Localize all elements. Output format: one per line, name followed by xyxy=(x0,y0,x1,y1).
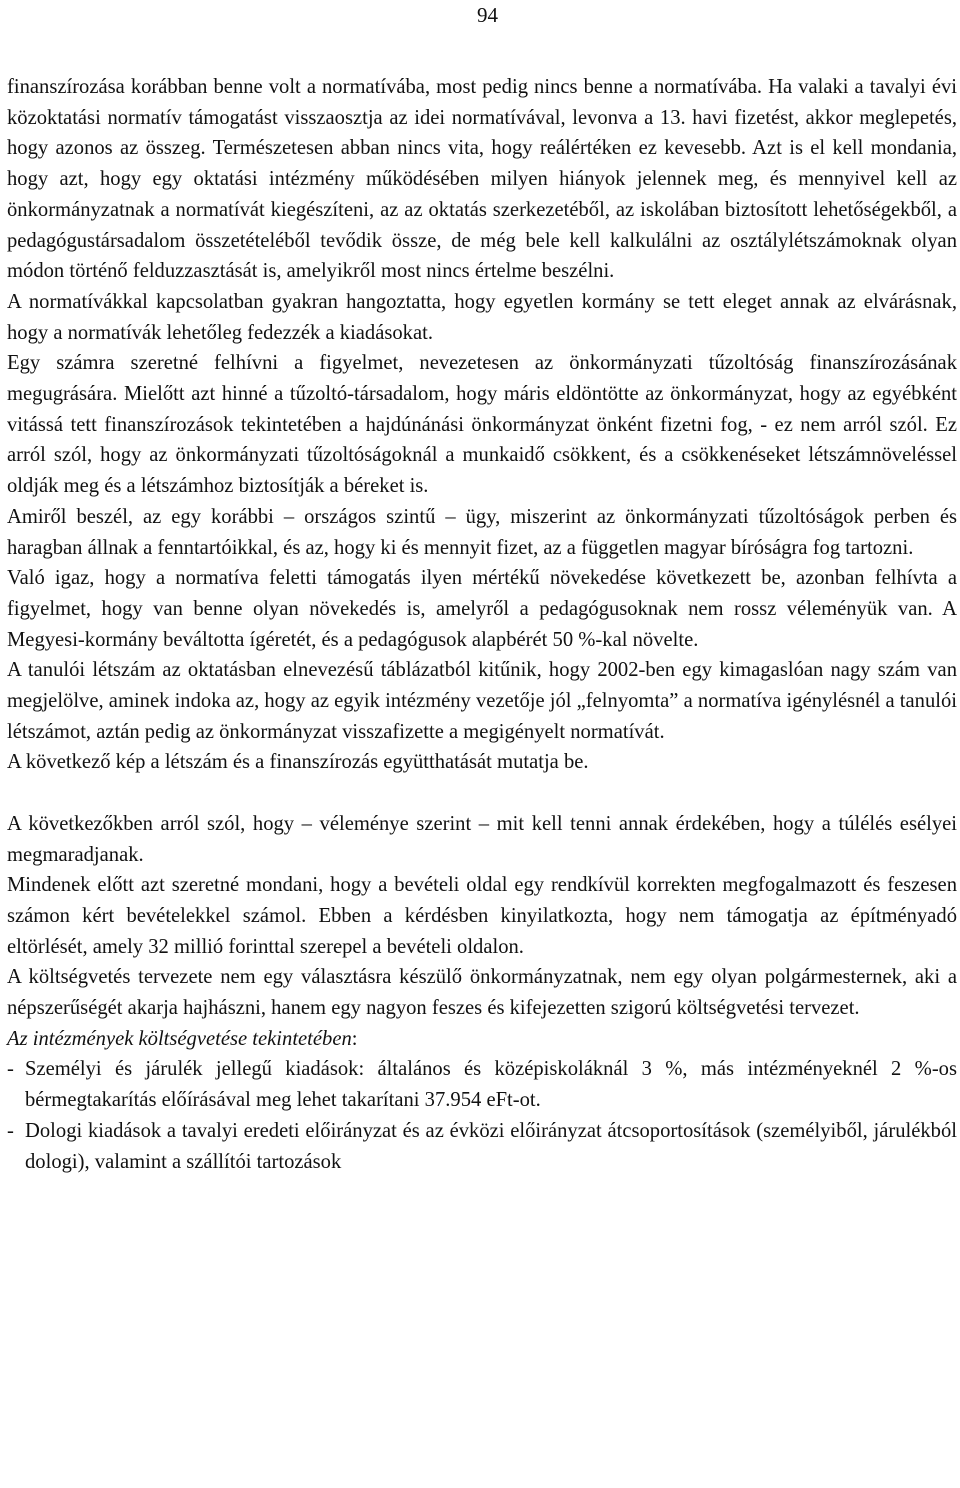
body-text xyxy=(7,72,957,1177)
section-heading xyxy=(7,1024,957,1055)
paragraph: A normatívákkal kapcsolatban gyakran hangoztatta, hogy egyetlen kormány se tett eleget annak az elvárásnak, hogy a normatívák lehetőleg fedezzék a kiadásokat. xyxy=(7,290,957,344)
paragraph: A következőkben arról szól, hogy – véleménye szerint – mit kell tenni annak érdekében, hogy a túlélés esélyei megmaradjanak. xyxy=(7,812,957,866)
paragraph: Amiről beszél, az egy korábbi – országos szintű – ügy, miszerint az önkormányzati tűzoltóságok perben és haragban állnak a fenntartóikkal, és az, hogy ki és mennyit fizet, az a független magyar bíróságra fog tartozni. xyxy=(7,505,957,559)
blank-line xyxy=(7,778,957,809)
paragraph: A következő kép a létszám és a finanszírozás együtthatását mutatja be. xyxy=(7,751,589,774)
list-dash: - xyxy=(7,1058,14,1081)
paragraph: A költségvetés tervezete nem egy választásra készülő önkormányzatnak, nem egy olyan polgármesternek, aki a népszerűségét akarja hajhászni, hanem egy nagyon feszes és kifejezetten szigorú költségvetési tervezet. xyxy=(7,966,957,1020)
page-number: 94 xyxy=(477,3,498,27)
list-item-text: Személyi és járulék jellegű kiadások: általános és középiskoláknál 3 %, más intézményeknél 2 %-os bérmegtakarítás előírásával meg lehet takarítani 37.954 eFt-ot. xyxy=(25,1058,957,1112)
paragraph: Egy számra szeretné felhívni a figyelmet, nevezetesen az önkormányzati tűzoltóság finanszírozásának megugrására. Mielőtt azt hinné a tűzoltó-társadalom, hogy máris eldöntötte az önkormányzat, hogy az egyébként vitássá tett finanszírozások tekintetében a hajdúnánási önkormányzat önként fizetni fog, - ez nem arról szól. Ez arról szól, hogy az önkormányzati tűzoltóságoknál a munkaidő csökkent, és a csökkenéseket létszámnöveléssel oldják meg és a létszámhoz biztosítják a béreket is. xyxy=(7,352,957,498)
list-item xyxy=(7,1116,957,1177)
paragraph: Való igaz, hogy a normatíva feletti támogatás ilyen mértékű növekedése következett be, azonban felhívta a figyelmet, hogy van benne olyan növekedés is, amelyről a pedagógusoknak nem rossz véleményük van. A Megyesi-kormány beváltotta ígéretét, és a pedagógusok alapbérét 50 %-kal növelte. xyxy=(7,567,957,651)
paragraph: finanszírozása korábban benne volt a normatívába, most pedig nincs benne a normatívába. Ha valaki a tavalyi évi közoktatási normatív támogatást visszaosztja az idei normatívával, levonva a 13. havi fizetést, akkor meglepetés, hogy azonos az összeg. Természetesen abban nincs vita, hogy reálértéken ez kevesebb. Azt is el kell mondania, hogy azt, hogy egy oktatási intézmény működésében milyen hiányok jelennek meg, és mennyivel kell az önkormányzatnak a normatívát kiegészíteni, az az oktatás szerkezetéből, az iskolában biztosított lehetőségekből, a pedagógustársadalom összetételéből tevődik össze, de még bele kell kalkulálni az osztálylétszámoknak olyan módon történő felduzzasztását is, amelyikről most nincs értelme beszélni. xyxy=(7,76,957,283)
paragraph: A tanulói létszám az oktatásban elnevezésű táblázatból kitűnik, hogy 2002-ben egy kimagaslóan nagy szám van megjelölve, aminek indoka az, hogy az egyik intézmény vezetője jól „felnyomta” a normatíva igénylésnél a tanulói létszámot, aztán pedig az önkormányzat visszafizette a megigényelt normatívát. xyxy=(7,659,957,743)
list-dash: - xyxy=(7,1119,14,1142)
list-item-text: Dologi kiadások a tavalyi eredeti előirányzat és az évközi előirányzat átcsoportosítások (személyiből, járulékból dologi), valamint a szállítói tartozások xyxy=(25,1119,957,1173)
paragraph: Mindenek előtt azt szeretné mondani, hogy a bevételi oldal egy rendkívül korrekten megfogalmazott és feszesen számon kért bevételekkel számol. Ebben a kérdésben kinyilatkozta, hogy nem támogatja az építményadó eltörlését, amely 32 millió forinttal szerepel a bevételi oldalon. xyxy=(7,874,957,958)
section-heading-colon: : xyxy=(351,1027,358,1050)
list-item xyxy=(7,1054,957,1115)
section-heading-text: Az intézmények költségvetése tekintetében xyxy=(7,1027,352,1050)
